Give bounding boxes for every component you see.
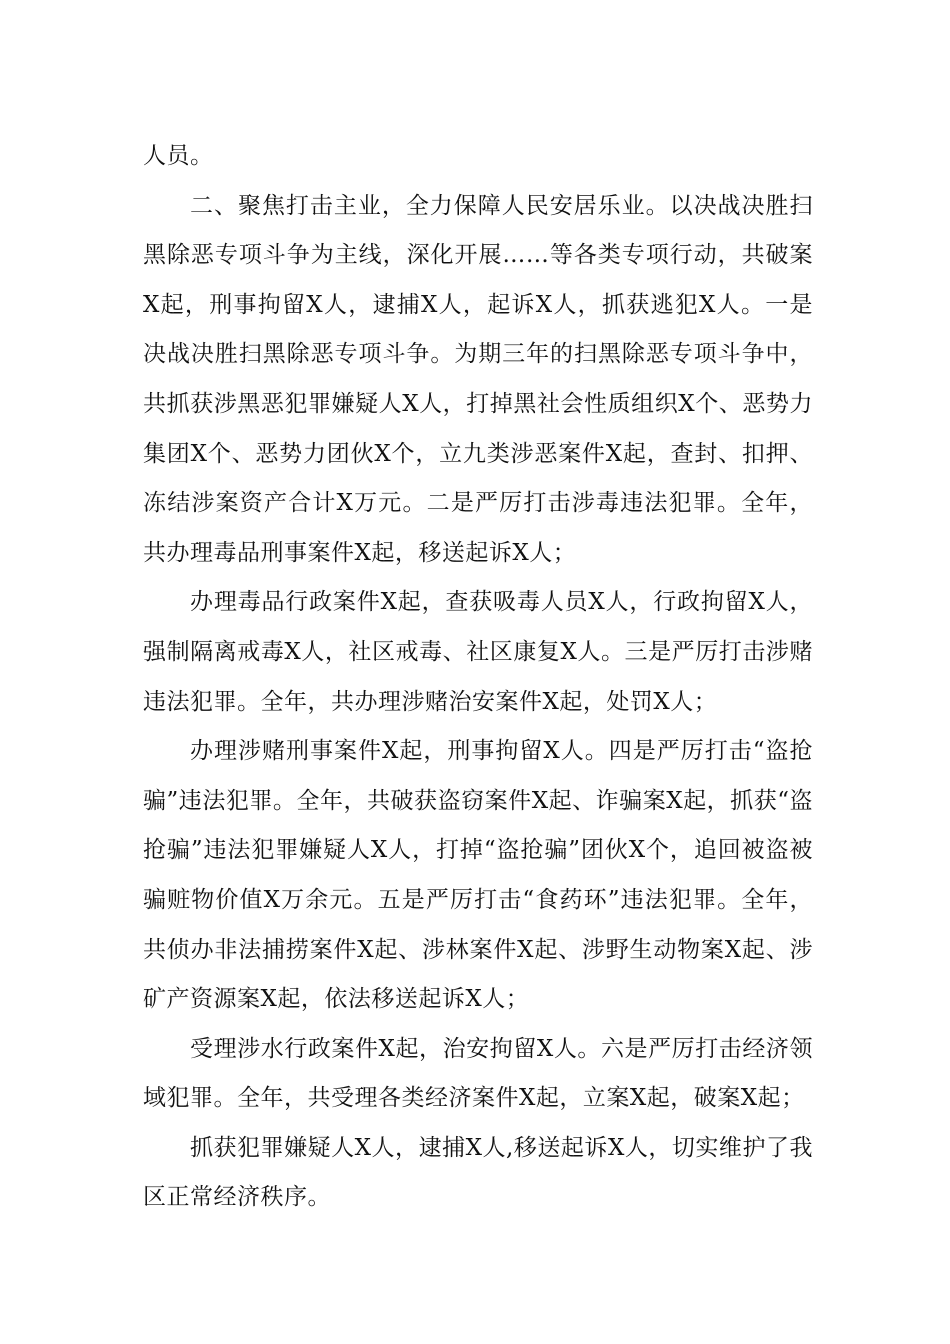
paragraph-economic-crime-arrests: 抓获犯罪嫌疑人X人，逮捕X人,移送起诉X人，切实维护了我区正常经济秩序。 [143,1134,813,1211]
paragraph-drug-admin-cases: 办理毒品行政案件X起，查获吸毒人员X人，行政拘留X人，强制隔离戒毒X人，社区戒毒、社区康复X人。三是严厉打击涉赌违法犯罪。全年，共办理涉赌治安案件X起，处罚X人； [143,589,813,715]
paragraph-section-two: 二、聚焦打击主业，全力保障人民安居乐业。以决战决胜扫黑除恶专项斗争为主线，深化开展……等各类专项行动，共破案X起，刑事拘留X人，逮捕X人，起诉X人，抓获逃犯X人。一是决战决胜扫黑除恶专项斗争。为期三年的扫黑除恶专项斗争中，共抓获涉黑恶犯罪嫌疑人X人，打掉黑社会性质组织X个、恶势力集团X个、恶势力团伙X个，立九类涉恶案件X起，查封、扣押、冻结涉案资产合计X万元。二是严厉打击涉毒违法犯罪。全年，共办理毒品刑事案件X起，移送起诉X人； [143,192,813,566]
paragraph-gambling-criminal-cases: 办理涉赌刑事案件X起，刑事拘留X人。四是严厉打击“盗抢骗”违法犯罪。全年，共破获盗窃案件X起、诈骗案X起，抓获“盗抢骗”违法犯罪嫌疑人X人，打掉“盗抢骗”团伙X个，追回被盗被骗赃物价值X万余元。五是严厉打击“食药环”违法犯罪。全年，共侦办非法捕捞案件X起、涉林案件X起、涉野生动物案X起、涉矿产资源案X起，依法移送起诉X人； [143,738,813,1013]
paragraph-continuation: 人员。 [143,143,214,169]
paragraph-water-admin-cases: 受理涉水行政案件X起，治安拘留X人。六是严厉打击经济领域犯罪。全年，共受理各类经济案件X起，立案X起，破案X起； [143,1035,813,1112]
document-body [143,132,813,1223]
